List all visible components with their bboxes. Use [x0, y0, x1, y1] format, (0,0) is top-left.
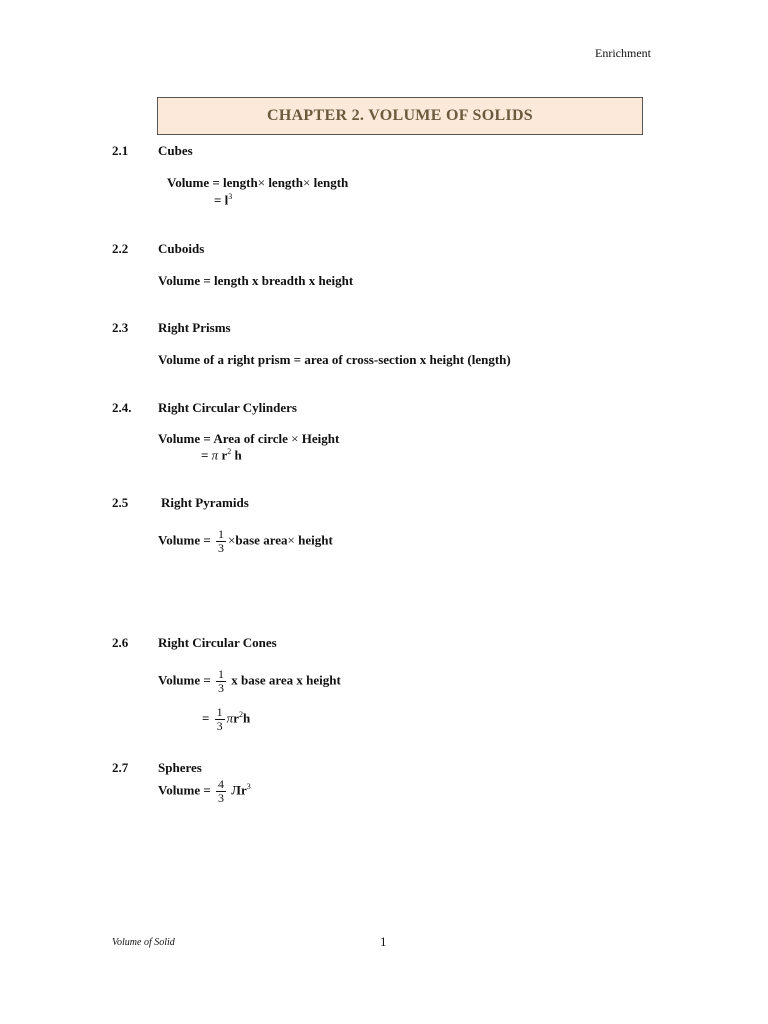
section-number: 2.5: [112, 495, 129, 510]
section-number: 2.7: [112, 760, 129, 775]
fraction-one-third: $\frac{1}{3}$: [216, 705, 223, 733]
footer-doc-title: Volume of Solid: [112, 937, 175, 948]
cone-volume-result: = $\frac{1}{3}$ $\pi r^2h$: [202, 705, 251, 733]
page-header: Enrichment: [595, 46, 651, 60]
cone-volume-formula: Volume = $\frac{1}{3}$ x base area x height: [158, 667, 341, 695]
page-number: 1: [380, 934, 387, 949]
cylinder-volume-formula: Volume = Area of circle × Height: [158, 431, 340, 446]
section-number: 2.2: [112, 241, 129, 256]
prism-volume-formula: Volume of a right prism = area of cross-section x height (length): [158, 352, 511, 367]
section-number: 2.1: [112, 143, 129, 158]
section-heading-cylinders: Right Circular Cylinders: [158, 400, 297, 415]
cube-volume-result: = $l^3$: [214, 192, 233, 208]
section-heading-cones: Right Circular Cones: [158, 635, 277, 650]
pyramid-volume-formula: Volume = $\frac{1}{3}$ ×base area× height: [158, 527, 333, 555]
cuboid-volume-formula: Volume = length x breadth x height: [158, 273, 354, 288]
chapter-title-box: [157, 97, 643, 135]
section-number: 2.6: [112, 635, 129, 650]
sphere-volume-formula: Volume = $\frac{4}{3}$ $Лr^3$: [158, 777, 251, 805]
section-heading-cubes: Cubes: [158, 143, 193, 158]
cube-volume-formula: Volume = length× length× length: [167, 175, 349, 190]
section-heading-pyramids: Right Pyramids: [161, 495, 249, 510]
chapter-title: CHAPTER 2. VOLUME OF SOLIDS: [266, 107, 534, 124]
fraction-one-third: $\frac{1}{3}$: [218, 527, 225, 555]
section-heading-cuboids: Cuboids: [158, 241, 205, 256]
cylinder-volume-result: = π $r^2$ h: [201, 447, 242, 463]
fraction-four-thirds: $\frac{4}{3}$: [218, 777, 225, 805]
section-number: 2.4.: [112, 400, 132, 415]
section-number: 2.3: [112, 320, 129, 335]
section-heading-spheres: Spheres: [158, 760, 202, 775]
section-heading-right-prisms: Right Prisms: [158, 320, 231, 335]
fraction-one-third: $\frac{1}{3}$: [218, 667, 225, 695]
